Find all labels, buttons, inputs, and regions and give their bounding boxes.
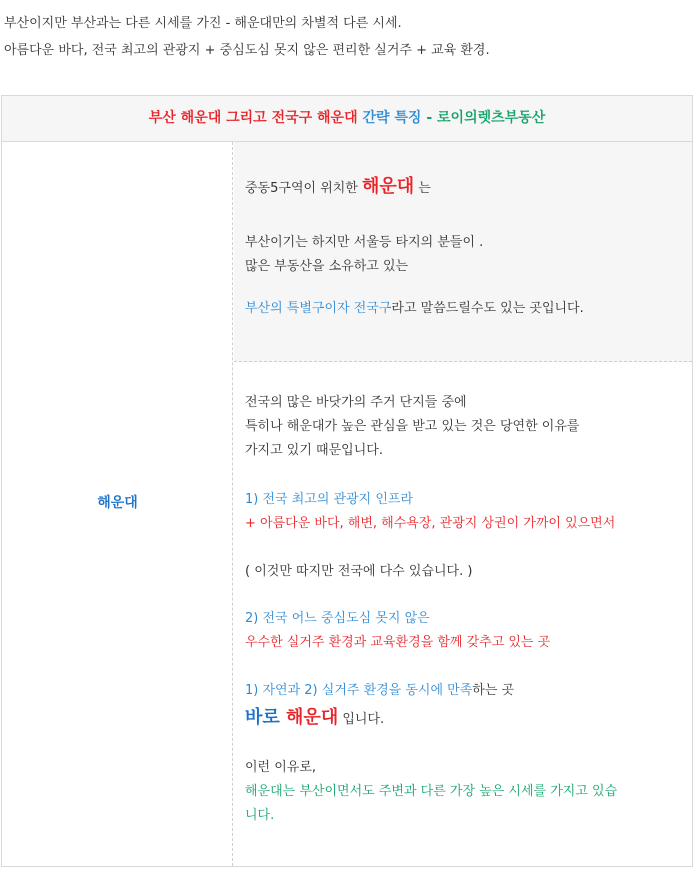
ownership-line-1: 부산이기는 하지만 서울등 타지의 분들이 . [245,235,484,250]
reason-line-1: 전국의 많은 바닷가의 주거 단지들 중에 [245,395,467,410]
reason-line-2: 특히나 해운대가 높은 관심을 받고 있는 것은 당연한 이유를 [245,419,580,434]
intro-line-2: 아름다운 바다, 전국 최고의 관광지 + 중심도심 못지 않은 편리한 실거주 + 교육 환경. [4,43,490,58]
description-cell-1 [234,142,692,362]
special-district-text: 라고 말씀드릴수도 있는 곳입니다. [391,301,584,316]
haeundae-highlight: 해운대 [362,176,415,197]
reason-line-3: 가지고 있기 때문입니다. [245,443,383,458]
conclusion-haeundae: 해운대 [286,707,339,728]
description-cell-2 [234,362,692,866]
intro-line-1: 부산이지만 부산과는 다른 시세를 가진 - 해운대만의 차별적 다른 시세. [4,16,402,31]
final-line-1: 이런 이유로, [245,760,317,775]
conclusion-line [245,705,384,733]
final-line-2: 해운대는 부산이면서도 주변과 다른 가장 높은 시세를 가지고 있습 [245,784,618,799]
tourism-paragraph [245,488,615,536]
header-part-dash: - [426,110,438,126]
location-text: 중동5구역이 위치한 [245,181,362,196]
residence-line-2: 우수한 실거주 환경과 교육환경을 함께 갖추고 있는 곳 [245,635,551,650]
conclusion-suffix: 입니다. [338,712,385,727]
header-part-busan: 부산 해운대 [148,110,227,126]
ownership-paragraph [245,231,483,279]
residence-line-1: 2) 전국 어느 중심도심 못지 않은 [245,611,430,626]
header-part-nationwide: 전국구 해운대 [271,110,363,126]
left-label: 해운대 [97,495,138,511]
conclusion-prefix: 바로 [245,707,287,728]
header-part-features: 간략 특징 [362,110,427,126]
reason-paragraph [245,391,579,463]
left-column [2,142,233,866]
note-line: ( 이것만 따지만 전국에 다수 있습니다. ) [245,564,473,579]
tourism-line-1: 1) 전국 최고의 관광지 인프라 [245,492,414,507]
special-district-highlight: 부산의 특별구이자 전국구 [245,301,392,316]
location-suffix: 는 [414,181,431,196]
tourism-line-2: + 아름다운 바다, 해변, 해수욕장, 관광지 상권이 가까이 있으면서 [245,516,616,531]
ownership-line-2: 많은 부동산을 소유하고 있는 [245,259,409,274]
table-header [2,96,692,142]
intro-location [245,175,431,201]
residence-paragraph [245,607,550,655]
summary-line [245,679,514,703]
intro-text [4,10,490,64]
feature-table [1,95,693,867]
summary-highlight: 1) 자연과 2) 실거주 환경을 동시에 만족 [245,683,473,698]
summary-suffix: 하는 곳 [472,683,515,698]
final-paragraph [245,756,617,828]
header-part-and: 그리고 [226,110,272,126]
special-district-line [245,297,584,321]
final-line-3: 니다. [245,808,275,823]
header-part-brand: 로이의렛츠부동산 [437,110,546,126]
